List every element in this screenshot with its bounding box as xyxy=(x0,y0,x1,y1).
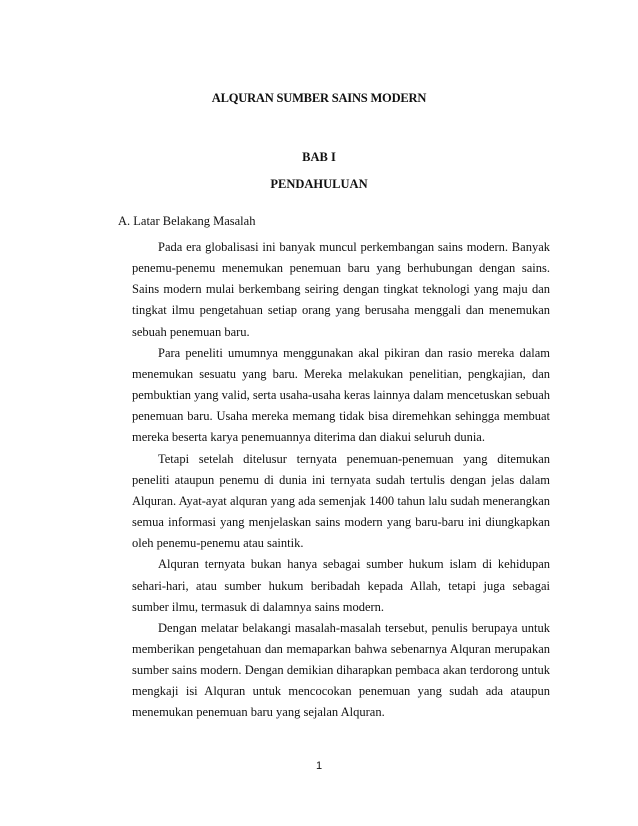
chapter-title: PENDAHULUAN xyxy=(270,177,368,191)
chapter-number: BAB I xyxy=(302,150,336,164)
document-title: ALQURAN SUMBER SAINS MODERN xyxy=(211,91,427,105)
body-text xyxy=(132,237,550,724)
paragraph-2: Para peneliti umumnya menggunakan akal pikiran dan rasio mereka dalam menemukan sesuatu yang baru. Mereka melakukan penelitian, pengkajian, dan pembuktian yang valid, serta usaha-usaha keras lainnya dalam mencetuskan sebuah penemuan baru. Usaha mereka memang tidak bisa diremehkan sehingga membuat mereka beserta karya penemuannya diterima dan diakui seluruh dunia. xyxy=(132,345,550,445)
page-number: 1 xyxy=(315,760,323,772)
paragraph-1: Pada era globalisasi ini banyak muncul perkembangan sains modern. Banyak penemu-penemu menemukan penemuan baru yang berhubungan dengan sains. Sains modern mulai berkembang seiring dengan tingkat teknologi yang maju dan tingkat ilmu pengetahuan setiap orang yang berusaha menggali dan menemukan sebuah penemuan baru. xyxy=(132,240,550,339)
paragraph-4: Alquran ternyata bukan hanya sebagai sumber hukum islam di kehidupan sehari-hari, atau sumber hukum beribadah kepada Allah, tetapi juga sebagai sumber ilmu, termasuk di dalamnya sains modern. xyxy=(132,557,550,614)
section-heading: A. Latar Belakang Masalah xyxy=(118,214,256,228)
paragraph-5: Dengan melatar belakangi masalah-masalah tersebut, penulis berupaya untuk memberikan pengetahuan dan memaparkan bahwa sebenarnya Alquran merupakan sumber sains modern. Dengan demikian diharapkan pembaca akan terdorong untuk mengkaji isi Alquran untuk mencocokan penemuan yang sudah ada ataupun menemukan penemuan baru yang sejalan Alquran. xyxy=(132,620,550,720)
paragraph-3: Tetapi setelah ditelusur ternyata penemuan-penemuan yang ditemukan peneliti ataupun penemu di dunia ini ternyata sudah tertulis dengan jelas dalam Alquran. Ayat-ayat alquran yang ada semenjak 1400 tahun lalu sudah menerangkan semua informasi yang menjelaskan sains modern yang baru-baru ini diungkapkan oleh penemu-penemu atau saintik. xyxy=(132,451,550,551)
